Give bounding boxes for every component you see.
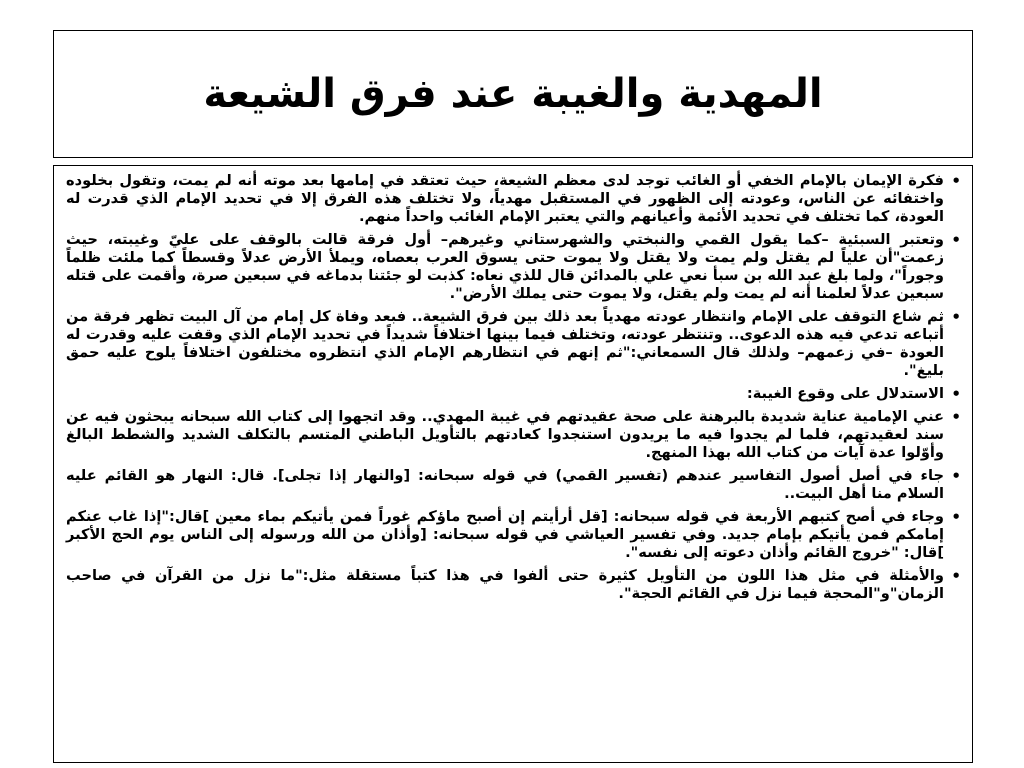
bullet-item: • الاستدلال على وقوع الغيبة:: [66, 385, 944, 403]
bullet-item: • جاء في أصل أصول التفاسير عندهم (تفسير القمي) في قوله سبحانه: [والنهار إذا تجلى]. قال: النهار هو القائم عليه السلام منا أهل البيت..: [66, 467, 944, 503]
bullet-item: • عني الإمامية عناية شديدة بالبرهنة على صحة عقيدتهم في غيبة المهدي.. وقد اتجهوا إلى كتاب الله سبحانه يبحثون فيه عن سند لعقيدتهم، فلما لم يجدوا فيه ما يريدون استنجدوا كعادتهم بالتأويل الباطني المتسم بالتكلف الشديد والشطط البالغ وأوّلوا عدة آيات من كتاب الله بهذا المنهج.: [66, 408, 944, 462]
bullet-list: [66, 172, 962, 603]
bullet-item: • وجاء في أصح كتبهم الأربعة في قوله سبحانه: [قل أرأيتم إن أصبح ماؤكم غوراً فمن يأتيكم بماء معين ]قال:"إذا غاب عنكم إمامكم فمن يأتيكم بإمام جديد. وفي تفسير العياشي في قوله سبحانه: [وأذان من الله ورسوله إلى الناس يوم الحج الأكبر ]قال: "خروج القائم وأذان دعوته إلى نفسه".: [66, 508, 944, 562]
bullet-item: • فكرة الإيمان بالإمام الخفي أو الغائب توجد لدى معظم الشيعة، حيث تعتقد في إمامها بعد موته أنه لم يمت، وتقول بخلوده واختفائه عن الناس، وعودته إلى الظهور في المستقبل مهدياً، ولا تختلف هذه الفرق إلا في تحديد الإمام الذي قدرت له العودة، كما تختلف في تحديد الأئمة وأعيانهم والتي يعتبر الإمام الغائب واحداً منهم.: [66, 172, 944, 226]
bullet-item: • والأمثلة في مثل هذا اللون من التأويل كثيرة حتى ألفوا في هذا كتباً مستقلة مثل:"ما نزل من القرآن في صاحب الزمان"و"المحجة فيما نزل في القائم الحجة".: [66, 567, 944, 603]
content-frame: [53, 165, 973, 763]
bullet-item: • وتعتبر السبئية –كما يقول القمي والنبختي والشهرستاني وغيرهم– أول فرقة قالت بالوقف على عليّ وغيبته، حيث زعمت"أن علياً لم يقتل ولم يمت ولا يقتل ولا يموت حتى يسوق العرب بعصاه، ويملأ الأرض عدلاً وقسطاً كما ملئت ظلماً وجوراً"، ولما بلغ عبد الله بن سبأ نعي علي بالمدائن قال للذي نعاه: كذبت لو جئتنا بدماغه في سبعين صرة، وأقمت على قتله سبعين عدلاً لعلمنا أنه لم يمت ولم يقتل، ولا يموت حتى يملك الأرض".: [66, 231, 944, 303]
slide-title: المهدية والغيبة عند فرق الشيعة: [203, 71, 823, 117]
title-frame: [53, 30, 973, 158]
bullet-item: • ثم شاع التوقف على الإمام وانتظار عودته مهدياً بعد ذلك بين فرق الشيعة.. فبعد وفاة كل إمام من آل البيت تظهر فرقة من أتباعه تدعي فيه هذه الدعوى.. وتنتظر عودته، وتختلف فيما بينها اختلافاً شديداً في تحديد الإمام الذي وقفت عليه وقدرت له العودة –في زعمهم– ولذلك قال السمعاني:"ثم إنهم في انتظارهم الإمام الذي انتظروه مختلفون اختلافاً يلوح عليه حمق بليغ".: [66, 308, 944, 380]
